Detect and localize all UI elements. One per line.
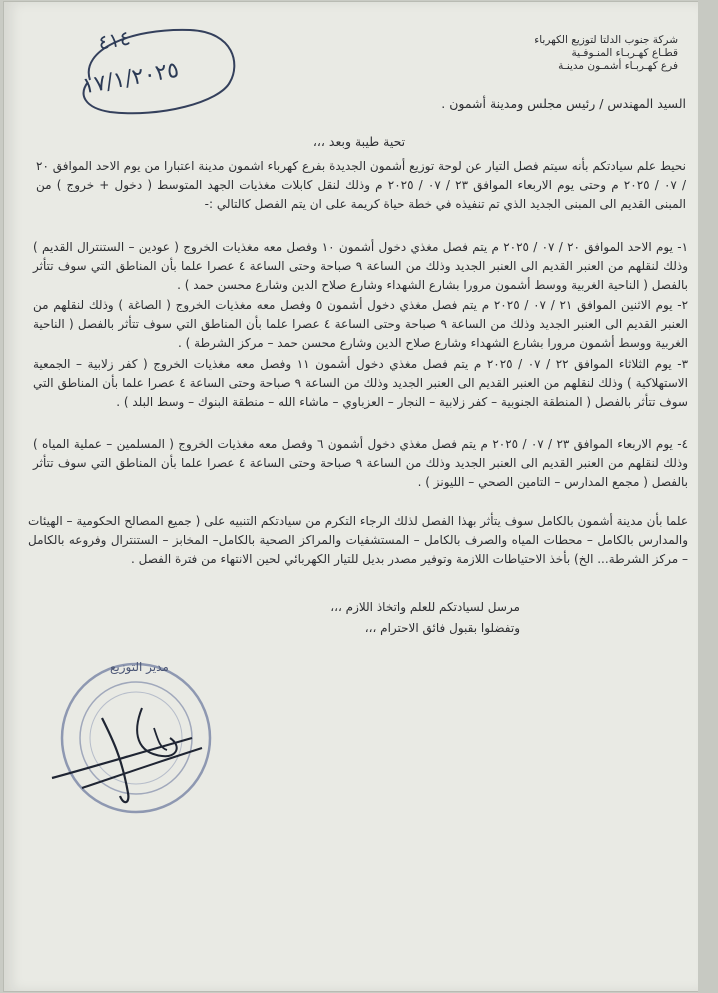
addressee: السيد المهندس / رئيس مجلس ومدينة أشمون . [441, 96, 686, 111]
closing-block [260, 597, 520, 639]
company-header [498, 34, 678, 73]
company-line-2: قطـاع كهـربـاء المنـوفـية [571, 47, 678, 59]
schedule-item-1: ١- يوم الاحد الموافق ٢٠ / ٠٧ / ٢٠٢٥ م يتم فصل مغذي دخول أشمون ١٠ وفصل معه مغذيات الخروج ( عودين – الستنترال القديم ) وذلك لنقلهم من العنبر القديم الى العنبر الجديد وذلك من الساعة ٩ صباحة وحتى الساعة ٤ عصرا علما بأن المناطق التي سوف تتأثر بالفصل ( الناحية الغربية ووسط أشمون مرورا بشارع الشهداء وشارع صلاح الدين وشارع محسن حمد ) . [33, 240, 689, 292]
handwritten-code: ٤١٤ [96, 25, 133, 55]
company-line-1: شركة جنوب الدلتا لتوزيع الكهرباء [534, 34, 678, 46]
schedule-item-2: ٢- يوم الاثنين الموافق ٢١ / ٠٧ / ٢٠٢٥ م يتم فصل مغذي دخول أشمون ٥ وفصل معه مغذيات الخروج ( الصاغة ) وذلك لنقلهم من العنبر القديم الى العنبر الجديد وذلك من الساعة ٩ صباحة وحتى الساعة ٤ عصرا علما بأن المناطق التي سوف تتأثر بالفصل ( الناحية الغربية ووسط أشمون مرورا بشارع الشهداء وشارع صلاح الدين وشارع محسن حمد – مركز الشرطة ) . [33, 298, 689, 350]
schedule-item-3: ٣- يوم الثلاثاء الموافق ٢٢ / ٠٧ / ٢٠٢٥ م يتم فصل مغذي دخول أشمون ١١ وفصل معه مغذيات الخروج ( كفر زلابية – الجمعية الاستهلاكية ) وذلك لنقلهم من العنبر القديم الى العنبر الجديد وذلك من الساعة ٩ صباحة وحتى الساعة ٤ عصرا علما بأن المناطق التي سوف تتأثر بالفصل ( المنطقة الجنوبية – كفر زلابية – النجار – العزباوي – ماشاء الله – منطقة البنوك – وسط البلد ) . [33, 357, 689, 409]
intro-paragraph: نحيط علم سيادتكم بأنه سيتم فصل التيار عن لوحة توزيع أشمون الجديدة بفرع كهرباء اشمون مدينة اعتبارا من يوم الاحد الموافق ٢٠ / ٠٧ / ٢٠٢٥ م وحتى يوم الاربعاء الموافق ٢٣ / ٠٧ / ٢٠٢٥ م وذلك لنقل كابلات مغذيات الجهد المتوسط ( دخول + خروج ) من المبنى القديم الى المبنى الجديد الذي تم تنفيذه في خطة حياة كريمة على ان يتم الفصل كالتالي :- [36, 159, 687, 211]
handwritten-date: ١٧/١/٢٠٢٥ [80, 57, 181, 100]
handwritten-signature-icon [42, 678, 212, 818]
closing-line-1: مرسل لسيادتكم للعلم واتخاذ اللازم ،،، [330, 600, 520, 614]
schedule-item-4: ٤- يوم الاربعاء الموافق ٢٣ / ٠٧ / ٢٠٢٥ م يتم فصل مغذي دخول أشمون ٦ وفصل معه مغذيات الخروج ( المسلمين – عملية المياه ) وذلك لنقلهم من العنبر القديم الى العنبر الجديد وذلك من الساعة ٩ صباحة وحتى الساعة ٤ عصرا علما بأن المناطق التي سوف تتأثر بالفصل ( مجمع المدارس – التامين الصحي – الليونز ) . [33, 437, 689, 489]
signature-title: مدير التوزيع [110, 660, 169, 674]
salutation: تحية طيبة وبعد ،،، [312, 134, 406, 149]
official-stamp [54, 658, 214, 818]
closing-line-2: وتفضلوا بقبول فائق الاحترام ،،، [364, 621, 520, 635]
company-line-3: فرع كهـربـاء أشمـون مدينـة [558, 60, 678, 72]
letter-page [4, 2, 698, 991]
notice-paragraph: علما بأن مدينة أشمون بالكامل سوف يتأثر بهذا الفصل لذلك الرجاء التكرم من سيادتكم التنبيه على ( جميع المصالح الحكومية – الهيئات والمدارس بالكامل – محطات المياه والصرف بالكامل – المستشفيات والمراكز الصحية بالكامل– المخابز – الستنترال وفروعه بالكامل – مركز الشرطة... الخ) بأخذ الاحتياطات اللازمة وتوفير مصدر بديل للتيار الكهربائي لحين الانتهاء من فترة الفصل . [28, 514, 688, 566]
